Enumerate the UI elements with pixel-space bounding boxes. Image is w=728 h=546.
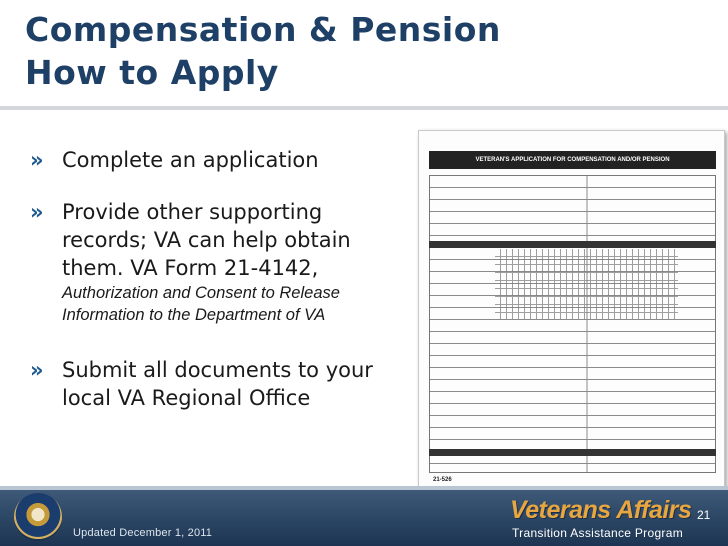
program-name: Transition Assistance Program (512, 526, 683, 540)
chevron-bullet-icon: » (30, 148, 44, 172)
slide-title (25, 8, 585, 94)
form-fields (429, 175, 716, 473)
bullet-text: Complete an application (62, 148, 319, 172)
form-description-line: Authorization and Consent to Release (62, 284, 340, 302)
form-section-bar (429, 449, 716, 456)
bullet-text-line: local VA Regional Office (62, 386, 311, 410)
bullet-item-submit-documents (30, 356, 430, 412)
bullet-item-complete-application (30, 146, 430, 174)
form-header: VETERAN'S APPLICATION FOR COMPENSATION AND/OR PENSION (429, 151, 716, 169)
bullet-list (30, 146, 430, 434)
va-form-image (418, 130, 725, 488)
bullet-text-line: Submit all documents to your (62, 358, 373, 382)
page-number: 21 (697, 508, 711, 522)
bullet-item-supporting-records (30, 198, 430, 326)
title-line-2: How to Apply (25, 53, 279, 92)
veterans-affairs-logo: Veterans Affairs (510, 496, 692, 524)
form-description-line: Information to the Department of VA (62, 306, 326, 324)
form-section-bar (429, 241, 716, 248)
bullet-text-line: records; VA can help obtain (62, 228, 351, 252)
title-divider (0, 106, 728, 110)
form-number: 21-526 (433, 477, 452, 483)
title-line-1: Compensation & Pension (25, 10, 501, 49)
bullet-text-line: Provide other supporting (62, 200, 323, 224)
chevron-bullet-icon: » (30, 358, 44, 382)
chevron-bullet-icon: » (30, 200, 44, 224)
form-checkbox-grid (495, 249, 678, 319)
updated-date: Updated December 1, 2011 (73, 527, 213, 539)
va-seal-icon (14, 493, 62, 541)
bullet-text-line: them. VA Form 21-4142, (62, 256, 319, 280)
